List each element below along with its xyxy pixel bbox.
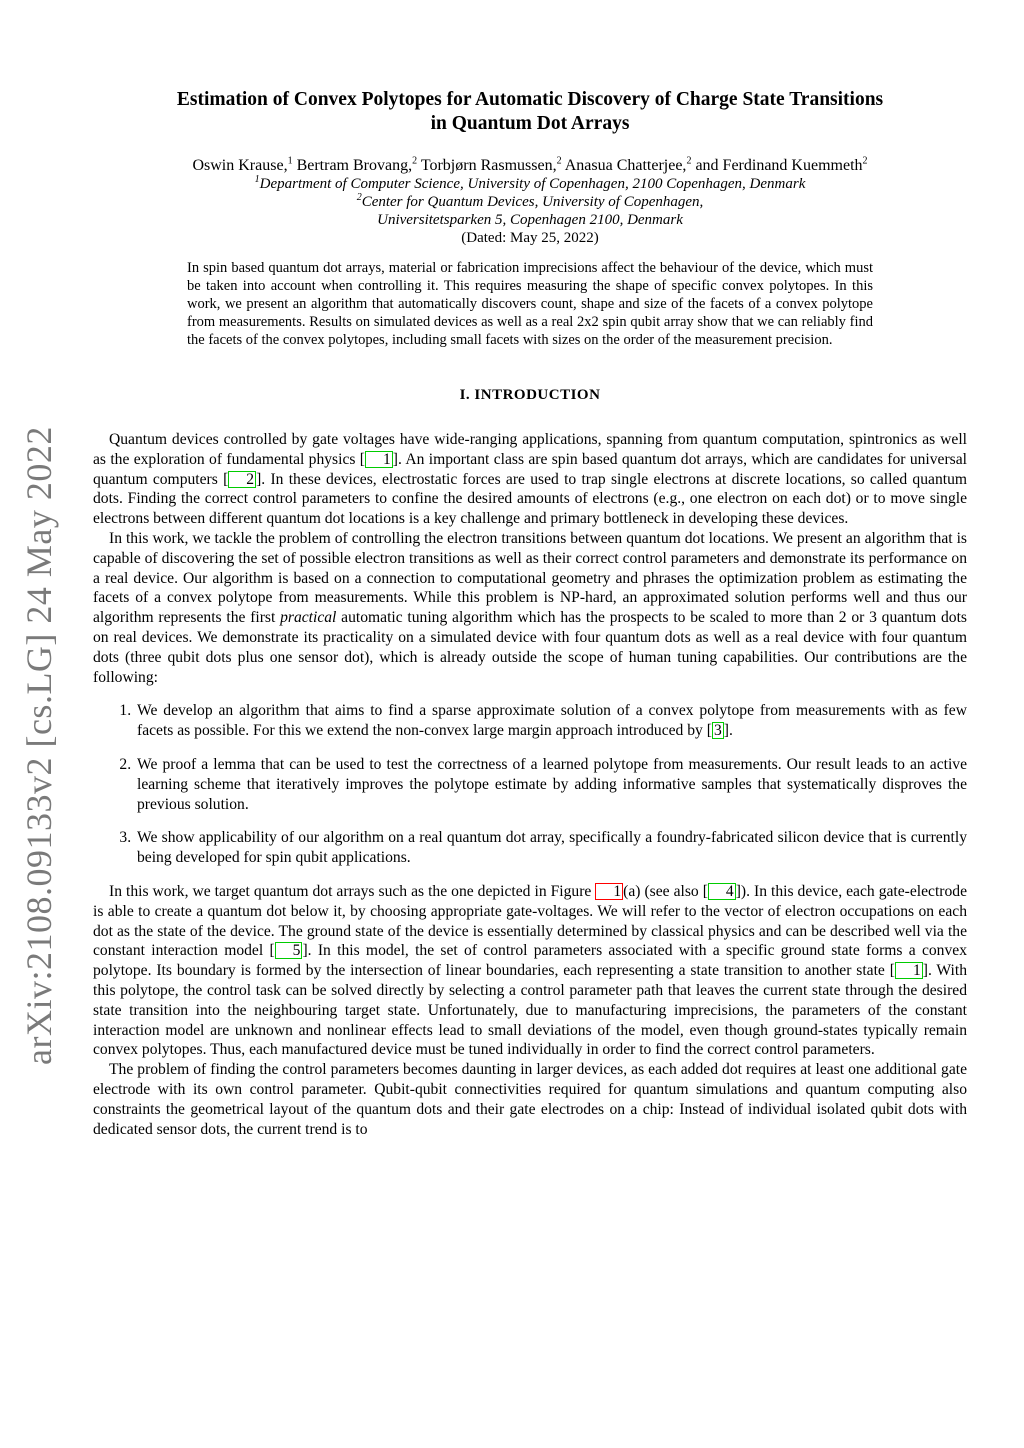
affiliation-marker: 2 [556, 155, 562, 167]
author-name: Torbjørn Rasmussen, [420, 157, 557, 174]
section-heading-introduction: I. INTRODUCTION [459, 387, 601, 403]
author-name: and Ferdinand Kuemmeth [695, 157, 863, 174]
abstract: In spin based quantum dot arrays, material or fabrication imprecisions affect the behaviour of the device, which must be taken into account when controlling it. This requires measuring the shape of specific convex polytopes. In this work, we present an algorithm that automatically discovers count, shape and size of the facets of a convex polytope from measurements. Results on simulated devices as well as a real 2x2 spin qubit array show that we can reliably find the facets of the convex polytopes, including small facets with sizes on the order of the measurement precision. [187, 260, 873, 348]
contributions-list [93, 701, 967, 868]
citation-link[interactable]: 4 [708, 883, 736, 900]
introduction-body [93, 430, 967, 1139]
title-line-2: in Quantum Dot Arrays [430, 113, 630, 134]
affiliation-marker: 2 [412, 155, 418, 167]
affiliation-text: Universitetsparken 5, Copenhagen 2100, Denmark [377, 212, 683, 228]
citation-link[interactable]: 3 [713, 722, 722, 740]
author-name: Anasua Chatterjee, [564, 157, 687, 174]
citation-link[interactable]: 2 [228, 471, 256, 488]
affiliation-text: Department of Computer Science, University of Copenhagen, 2100 Copenhagen, Denmark [259, 176, 806, 192]
paragraph: Quantum devices controlled by gate voltages have wide-ranging applications, spanning from quantum computation, spintronics as well as the exploration of fundamental physics [ 1 ]. An important class are spin based quantum dot arrays, which are candidates for universal quantum computers [ 2 ]. In these devices, electrostatic forces are used to trap single electrons at discrete locations, so called quantum dots. Finding the correct control parameters to confine the desired amounts of electrons (e.g., one electron on each dot) or to move single electrons between different quantum dot locations is a key challenge and primary bottleneck in developing these devices. [93, 431, 968, 528]
paragraph: The problem of finding the control parameters becomes daunting in larger devices, as each added dot requires at least one additional gate electrode with its own control parameter. Qubit-qubit connectivities required for quantum simulations and quantum computing also constraints the geometrical layout of the quantum dots and their gate electrodes on a chip: Instead of individual isolated qubit dots with dedicated sensor dots, the current trend is to [93, 1061, 967, 1138]
author-name: Bertram Brovang, [296, 157, 413, 174]
affiliation-marker: 1 [287, 155, 293, 167]
citation-link[interactable]: 5 [275, 942, 303, 959]
paper-title [93, 88, 967, 136]
affiliation-2 [93, 193, 967, 229]
list-item: 2. We proof a lemma that can be used to test the correctness of a learned polytope from measurements. Our result leads to an active learning scheme that iteratively improves the polytope estimate by adding informative samples that systematically disproves the previous solution. [135, 755, 967, 814]
author-list [93, 156, 967, 175]
affiliation-marker: 2 [686, 155, 692, 167]
figure-link[interactable]: 1 [595, 883, 623, 900]
paragraph: In this work, we tackle the problem of controlling the electron transitions between quantum dot locations. We present an algorithm that is capable of discovering the set of possible electron transitions as well as their correct control parameters and demonstrate its performance on a real device. Our algorithm is based on a connection to computational geometry and phrases the optimization problem as estimating the facets of a convex polytope from measurements. While this problem is NP-hard, an approximated solution performs well and thus our algorithm represents the first practical automatic tuning algorithm which has the prospects to be scaled to more than 2 or 3 quantum dots on real devices. We demonstrate its practicality on a simulated device with four quantum dots as well as a real device with four quantum dots (three qubit dots plus one sensor dot), which is already outside the scope of human tuning capabilities. Our contributions are the following: [93, 529, 967, 686]
affiliation-text: Center for Quantum Devices, University of Copenhagen, [361, 194, 704, 210]
arxiv-identifier: arXiv:2108.09133v2 [cs.LG] 24 May 2022 [19, 426, 59, 1065]
affiliation-1 [93, 175, 967, 193]
paragraph: In this work, we target quantum dot arrays such as the one depicted in Figure 1 (a) (see also [ 4 ]). In this device, each gate-electrode is able to create a quantum dot below it, by choosing appropriate gate-voltages. We will refer to the vector of electron occupations on each dot as the state of the device. The ground state of the device is essentially determined by classical physics and can be described well via the constant interaction model [ 5 ]. In this model, the set of control parameters associated with a specific ground state forms a convex polytope. Its boundary is formed by the intersection of linear boundaries, each representing a state transition to another state [ 1 ]. With this polytope, the control task can be solved directly by selecting a control parameter path that leaves the current state through the desired state transition into the neighbouring target state. Unfortunately, due to manufacturing imprecisions, the parameters of the constant interaction model are unknown and nonlinear effects lead to small deviations of the model, even though ground-states typically remain convex polytopes. Thus, each manufactured device must be tuned individually in order to find the correct control parameters. [93, 882, 967, 1059]
citation-link[interactable]: 1 [895, 962, 923, 979]
list-item: 3. We show applicability of our algorithm on a real quantum dot array, specifically a foundry-fabricated silicon device that is currently being developed for spin qubit applications. [135, 828, 967, 868]
affiliation-marker: 2 [356, 192, 362, 203]
affiliation-marker: 2 [862, 155, 868, 167]
citation-link[interactable]: 1 [365, 451, 393, 468]
list-item: 1. We develop an algorithm that aims to find a sparse approximate solution of a convex polytope from measurements with as few facets as possible. For this we extend the non-convex large margin approach introduced by [ 3 ]. [135, 701, 967, 741]
author-name: Oswin Krause, [192, 157, 288, 174]
affiliation-marker: 1 [254, 174, 260, 185]
title-line-1: Estimation of Convex Polytopes for Automatic Discovery of Charge State Transitions [176, 89, 884, 110]
paper-page [93, 88, 967, 1139]
date-line: (Dated: May 25, 2022) [461, 230, 599, 246]
